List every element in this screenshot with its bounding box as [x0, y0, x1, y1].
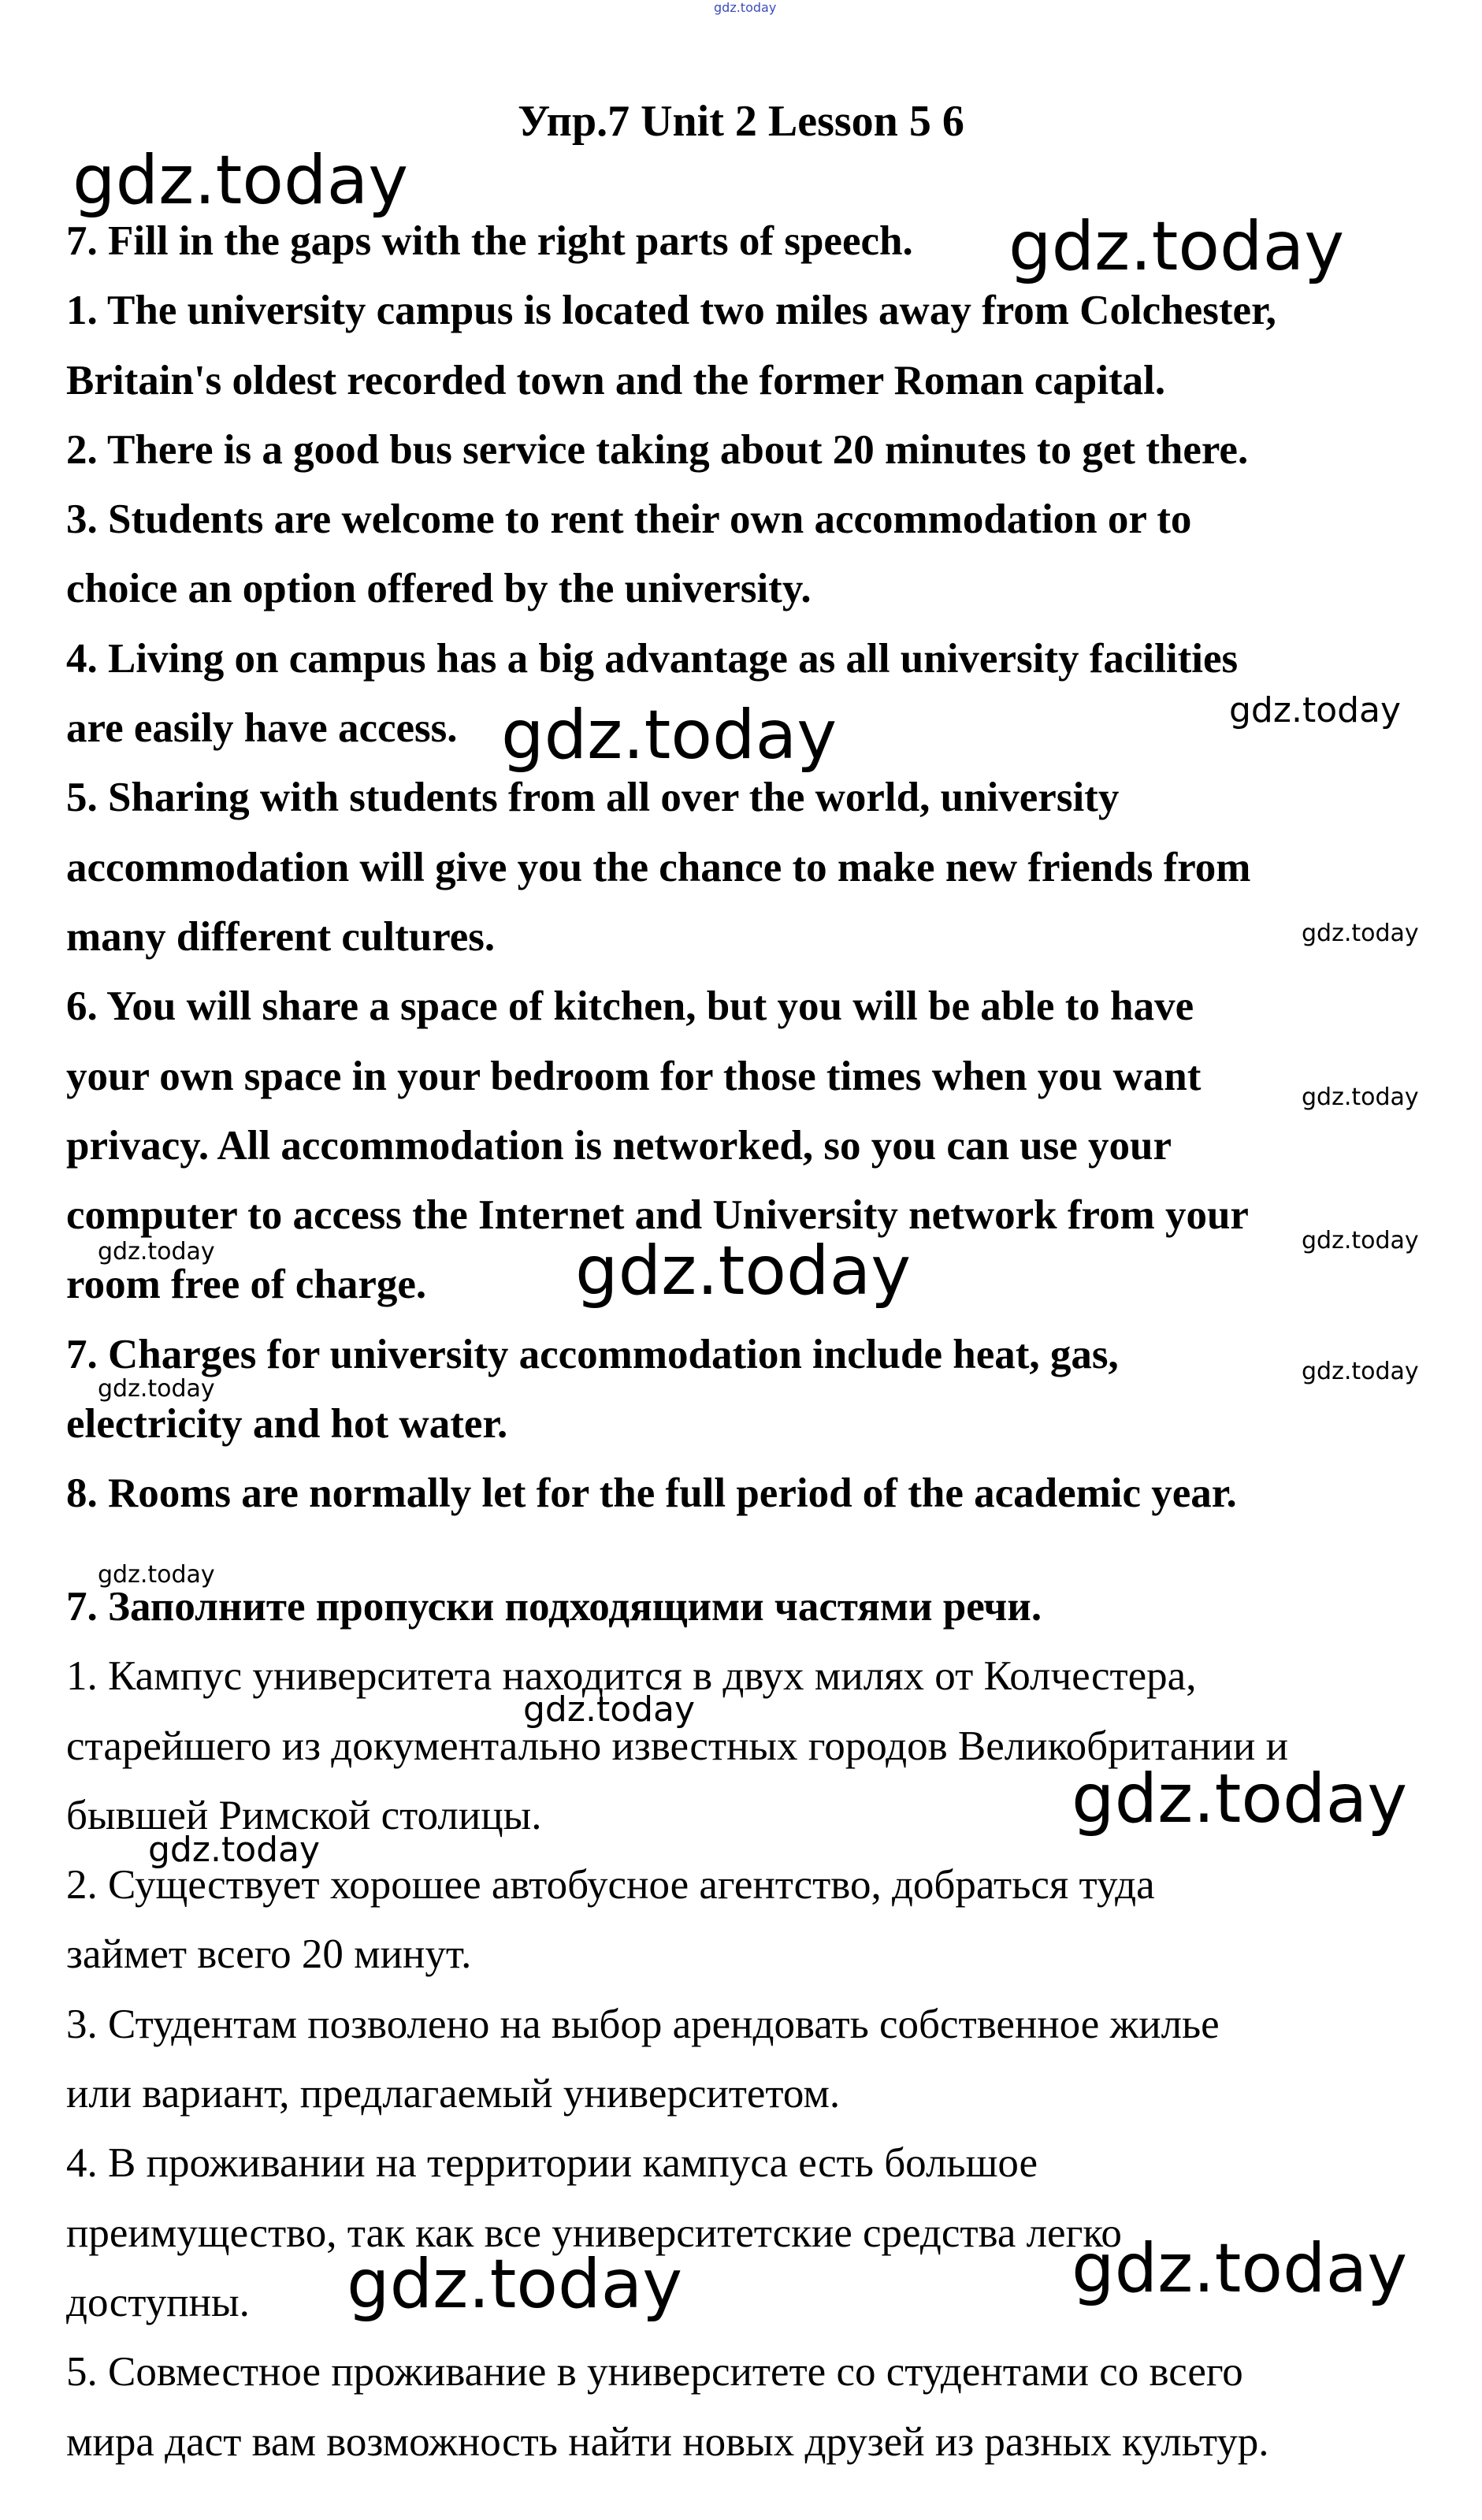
russian-line: мира даст вам возможность найти новых друзей из разных культур.	[66, 2418, 1269, 2465]
watermark: gdz.today	[148, 1830, 321, 1870]
english-line: Britain's oldest recorded town and the former Roman capital.	[66, 357, 1166, 403]
english-line: 2. There is a good bus service taking about 20 minutes to get there.	[66, 426, 1249, 473]
watermark: gdz.today	[1008, 207, 1345, 286]
watermark: gdz.today	[1302, 1227, 1419, 1254]
english-line: 3. Students are welcome to rent their own accommodation or to	[66, 496, 1192, 543]
watermark: gdz.today	[1302, 1083, 1419, 1111]
watermark: gdz.today	[98, 1238, 215, 1266]
russian-line: бывшей Римской столицы.	[66, 1792, 542, 1838]
russian-line: старейшего из документально известных городов Великобритании и	[66, 1723, 1289, 1769]
russian-line: 3. Студентам позволено на выбор арендовать собственное жилье	[66, 2001, 1220, 2047]
watermark: gdz.today	[1302, 1358, 1419, 1385]
english-heading: 7. Fill in the gaps with the right parts of speech.	[66, 218, 913, 264]
watermark: gdz.today	[523, 1689, 696, 1730]
english-line: are easily have access.	[66, 705, 458, 752]
russian-line: 1. Кампус университета находится в двух милях от Колчестера,	[66, 1653, 1197, 1700]
russian-heading: 7. Заполните пропуски подходящими частями речи.	[66, 1584, 1042, 1630]
english-line: 4. Living on campus has a big advantage as all university facilities	[66, 635, 1239, 682]
english-line: 8. Rooms are normally let for the full period of the academic year.	[66, 1470, 1237, 1517]
english-line: 5. Sharing with students from all over the world, university	[66, 775, 1120, 821]
english-line: 1. The university campus is located two miles away from Colchester,	[66, 288, 1276, 334]
watermark: gdz.today	[72, 141, 409, 220]
english-line: 7. Charges for university accommodation include heat, gas,	[66, 1331, 1119, 1377]
watermark: gdz.today	[98, 1561, 215, 1589]
russian-line: 5. Совместное проживание в университете со студентами со всего	[66, 2349, 1243, 2395]
watermark: gdz.today	[575, 1232, 912, 1310]
watermark: gdz.today	[1302, 920, 1419, 947]
watermark: gdz.today	[1229, 690, 1402, 730]
english-line: room free of charge.	[66, 1262, 427, 1308]
watermark: gdz.today	[1072, 2229, 1408, 2308]
english-line: privacy. All accommodation is networked, so you can use your	[66, 1122, 1172, 1169]
english-line: electricity and hot water.	[66, 1401, 508, 1448]
watermark: gdz.today	[98, 1375, 215, 1403]
russian-line: 4. В проживании на территории кампуса есть большое	[66, 2140, 1038, 2187]
russian-line: или вариант, предлагаемый университетом.	[66, 2071, 841, 2117]
russian-line: доступны.	[66, 2279, 250, 2325]
russian-line: займет всего 20 минут.	[66, 1931, 472, 1978]
russian-line: 2. Существует хорошее автобусное агентство, добраться туда	[66, 1862, 1155, 1909]
english-line: your own space in your bedroom for those times when you want	[66, 1053, 1202, 1099]
english-section	[66, 206, 1429, 1529]
english-line: many different cultures.	[66, 913, 496, 960]
watermark: gdz.today	[1072, 1760, 1408, 1838]
watermark: gdz.today	[347, 2245, 683, 2324]
watermark: gdz.today	[714, 0, 777, 15]
english-line: accommodation will give you the chance to make new friends from	[66, 844, 1251, 890]
page-title: Упр.7 Unit 2 Lesson 5 6	[518, 97, 964, 146]
english-line: computer to access the Internet and University network from your	[66, 1192, 1249, 1239]
english-line: choice an option offered by the university.	[66, 566, 812, 612]
watermark: gdz.today	[501, 696, 838, 775]
russian-line: преимущество, так как все университетские средства легко	[66, 2210, 1122, 2256]
english-line: 6. You will share a space of kitchen, but you will be able to have	[66, 983, 1194, 1030]
russian-section	[66, 1572, 1429, 2477]
